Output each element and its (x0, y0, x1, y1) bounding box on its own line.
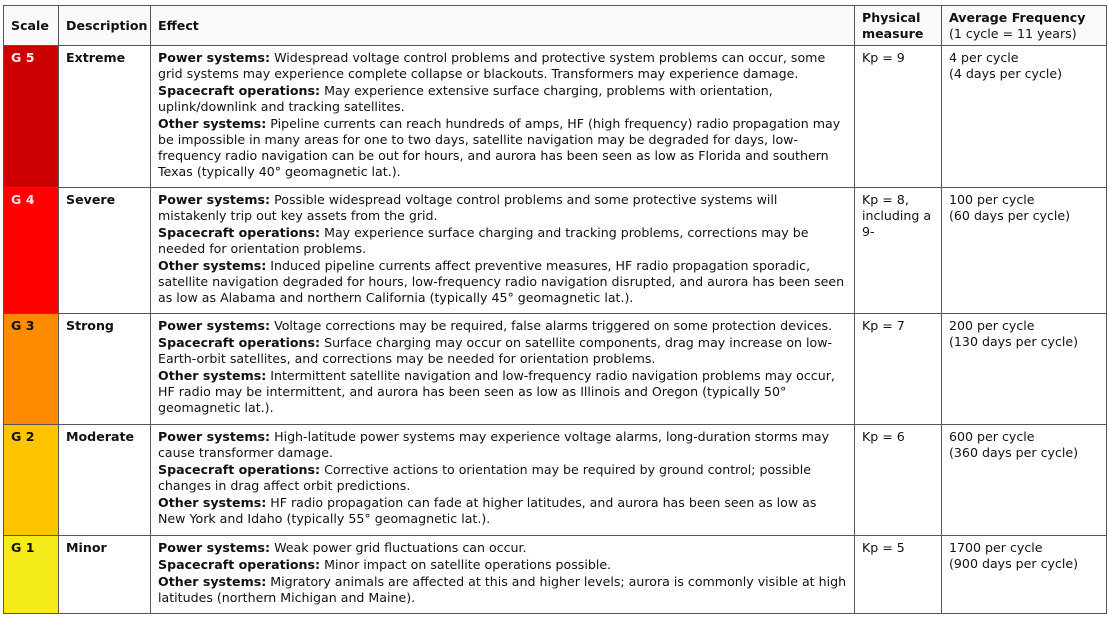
power-systems-text: Weak power grid fluctuations can occur. (274, 540, 527, 555)
frequency-per-cycle: 600 per cycle (949, 429, 1035, 444)
power-systems-label: Power systems: (158, 50, 271, 65)
frequency-days-per-cycle: (130 days per cycle) (949, 334, 1079, 349)
frequency-per-cycle: 4 per cycle (949, 50, 1019, 65)
physical-measure-cell: Kp = 9 (855, 46, 942, 188)
average-frequency-cell (942, 188, 1107, 314)
scale-label: G 4 (11, 192, 35, 207)
effect-cell (151, 425, 855, 536)
description-cell: Extreme (59, 46, 151, 188)
power-systems-label: Power systems: (158, 429, 271, 444)
table-row-g2 (4, 425, 1107, 536)
power-systems-label: Power systems: (158, 318, 271, 333)
scale-cell (4, 188, 59, 314)
header-row (4, 6, 1107, 46)
other-systems-text: Intermittent satellite navigation and low-frequency radio navigation problems may occur, HF radio may be intermittent, and aurora has been seen as low as Illinois and Oregon (typically 50° geomagnetic lat.). (158, 368, 835, 415)
spacecraft-operations-effect (158, 557, 847, 573)
power-systems-effect (158, 50, 847, 82)
power-systems-effect (158, 429, 847, 461)
header-measure-line1: Physical (862, 9, 921, 25)
scale-label: G 2 (11, 429, 35, 444)
spacecraft-operations-label: Spacecraft operations: (158, 462, 321, 477)
power-systems-text: Possible widespread voltage control problems and some protective systems will mistakenly trip out key assets from the grid. (158, 192, 778, 223)
frequency-per-cycle: 200 per cycle (949, 318, 1035, 333)
other-systems-text: Induced pipeline currents affect preventive measures, HF radio propagation sporadic, satellite navigation degraded for hours, low-frequency radio navigation disrupted, and aurora has been seen as low as Alabama and northern California (typically 45° geomagnetic lat.). (158, 258, 845, 305)
power-systems-text: Widespread voltage control problems and protective system problems can occur, some grid systems may experience complete collapse or blackouts. Transformers may experience damage. (158, 50, 826, 81)
other-systems-text: Migratory animals are affected at this and higher levels; aurora is commonly visible at high latitudes (northern Michigan and Maine). (158, 574, 847, 605)
frequency-days-per-cycle: (360 days per cycle) (949, 445, 1079, 460)
other-systems-effect (158, 574, 847, 606)
other-systems-label: Other systems: (158, 258, 267, 273)
other-systems-effect (158, 495, 847, 527)
spacecraft-operations-label: Spacecraft operations: (158, 83, 321, 98)
scale-label: G 5 (11, 50, 35, 65)
frequency-days-per-cycle: (4 days per cycle) (949, 66, 1063, 81)
average-frequency-cell (942, 425, 1107, 536)
spacecraft-operations-effect (158, 335, 847, 367)
description-cell: Strong (59, 314, 151, 425)
average-frequency-cell (942, 314, 1107, 425)
spacecraft-operations-text: Surface charging may occur on satellite components, drag may increase on low-Earth-orbit satellites, and corrections may be needed for orientation problems. (158, 335, 833, 366)
power-systems-text: High-latitude power systems may experience voltage alarms, long-duration storms may cause transformer damage. (158, 429, 830, 460)
spacecraft-operations-text: May experience surface charging and tracking problems, corrections may be needed for orientation problems. (158, 225, 809, 256)
effect-cell (151, 536, 855, 614)
header-effect: Effect (151, 6, 855, 46)
scale-cell (4, 425, 59, 536)
header-physical-measure (855, 6, 942, 46)
other-systems-label: Other systems: (158, 368, 267, 383)
frequency-days-per-cycle: (60 days per cycle) (949, 208, 1071, 223)
physical-measure-cell: Kp = 7 (855, 314, 942, 425)
spacecraft-operations-label: Spacecraft operations: (158, 557, 321, 572)
description-cell: Severe (59, 188, 151, 314)
spacecraft-operations-effect (158, 225, 847, 257)
effect-cell (151, 46, 855, 188)
power-systems-effect (158, 540, 847, 556)
power-systems-label: Power systems: (158, 540, 271, 555)
description-cell: Minor (59, 536, 151, 614)
table-row-g1 (4, 536, 1107, 614)
table-row-g3 (4, 314, 1107, 425)
other-systems-label: Other systems: (158, 495, 267, 510)
scale-cell (4, 314, 59, 425)
power-systems-effect (158, 318, 847, 334)
average-frequency-cell (942, 46, 1107, 188)
spacecraft-operations-label: Spacecraft operations: (158, 335, 321, 350)
effect-cell (151, 188, 855, 314)
table-row-g5 (4, 46, 1107, 188)
scale-label: G 1 (11, 540, 35, 555)
header-scale: Scale (4, 6, 59, 46)
table-row-g4 (4, 188, 1107, 314)
other-systems-text: HF radio propagation can fade at higher latitudes, and aurora has been seen as low as New York and Idaho (typically 55° geomagnetic lat.). (158, 495, 817, 526)
frequency-days-per-cycle: (900 days per cycle) (949, 556, 1079, 571)
physical-measure-cell: Kp = 8, including a 9- (855, 188, 942, 314)
other-systems-effect (158, 368, 847, 416)
average-frequency-cell (942, 536, 1107, 614)
physical-measure-cell: Kp = 6 (855, 425, 942, 536)
geomagnetic-storm-scale-table (3, 5, 1107, 614)
spacecraft-operations-effect (158, 462, 847, 494)
other-systems-text: Pipeline currents can reach hundreds of amps, HF (high frequency) radio propagation may be impossible in many areas for one to two days, satellite navigation may be degraded for days, low-frequency radio navigation can be out for hours, and aurora has been seen as low as Florida and southern Texas (typically 40° geomagnetic lat.). (158, 116, 841, 179)
power-systems-text: Voltage corrections may be required, false alarms triggered on some protection devices. (274, 318, 833, 333)
header-average-frequency (942, 6, 1107, 46)
spacecraft-operations-text: Minor impact on satellite operations possible. (324, 557, 612, 572)
other-systems-label: Other systems: (158, 116, 267, 131)
header-measure-line2: measure (862, 25, 924, 41)
description-cell: Moderate (59, 425, 151, 536)
frequency-per-cycle: 100 per cycle (949, 192, 1035, 207)
scale-label: G 3 (11, 318, 35, 333)
effect-cell (151, 314, 855, 425)
frequency-per-cycle: 1700 per cycle (949, 540, 1043, 555)
other-systems-label: Other systems: (158, 574, 267, 589)
other-systems-effect (158, 116, 847, 180)
header-frequency-line1: Average Frequency (949, 9, 1086, 25)
spacecraft-operations-effect (158, 83, 847, 115)
scale-cell (4, 46, 59, 188)
spacecraft-operations-text: May experience extensive surface charging, problems with orientation, uplink/downlink and tracking satellites. (158, 83, 773, 114)
spacecraft-operations-text: Corrective actions to orientation may be required by ground control; possible changes in drag affect orbit predictions. (158, 462, 812, 493)
spacecraft-operations-label: Spacecraft operations: (158, 225, 321, 240)
physical-measure-cell: Kp = 5 (855, 536, 942, 614)
power-systems-label: Power systems: (158, 192, 271, 207)
scale-cell (4, 536, 59, 614)
power-systems-effect (158, 192, 847, 224)
header-description: Description (59, 6, 151, 46)
header-frequency-line2: (1 cycle = 11 years) (949, 25, 1077, 41)
other-systems-effect (158, 258, 847, 306)
